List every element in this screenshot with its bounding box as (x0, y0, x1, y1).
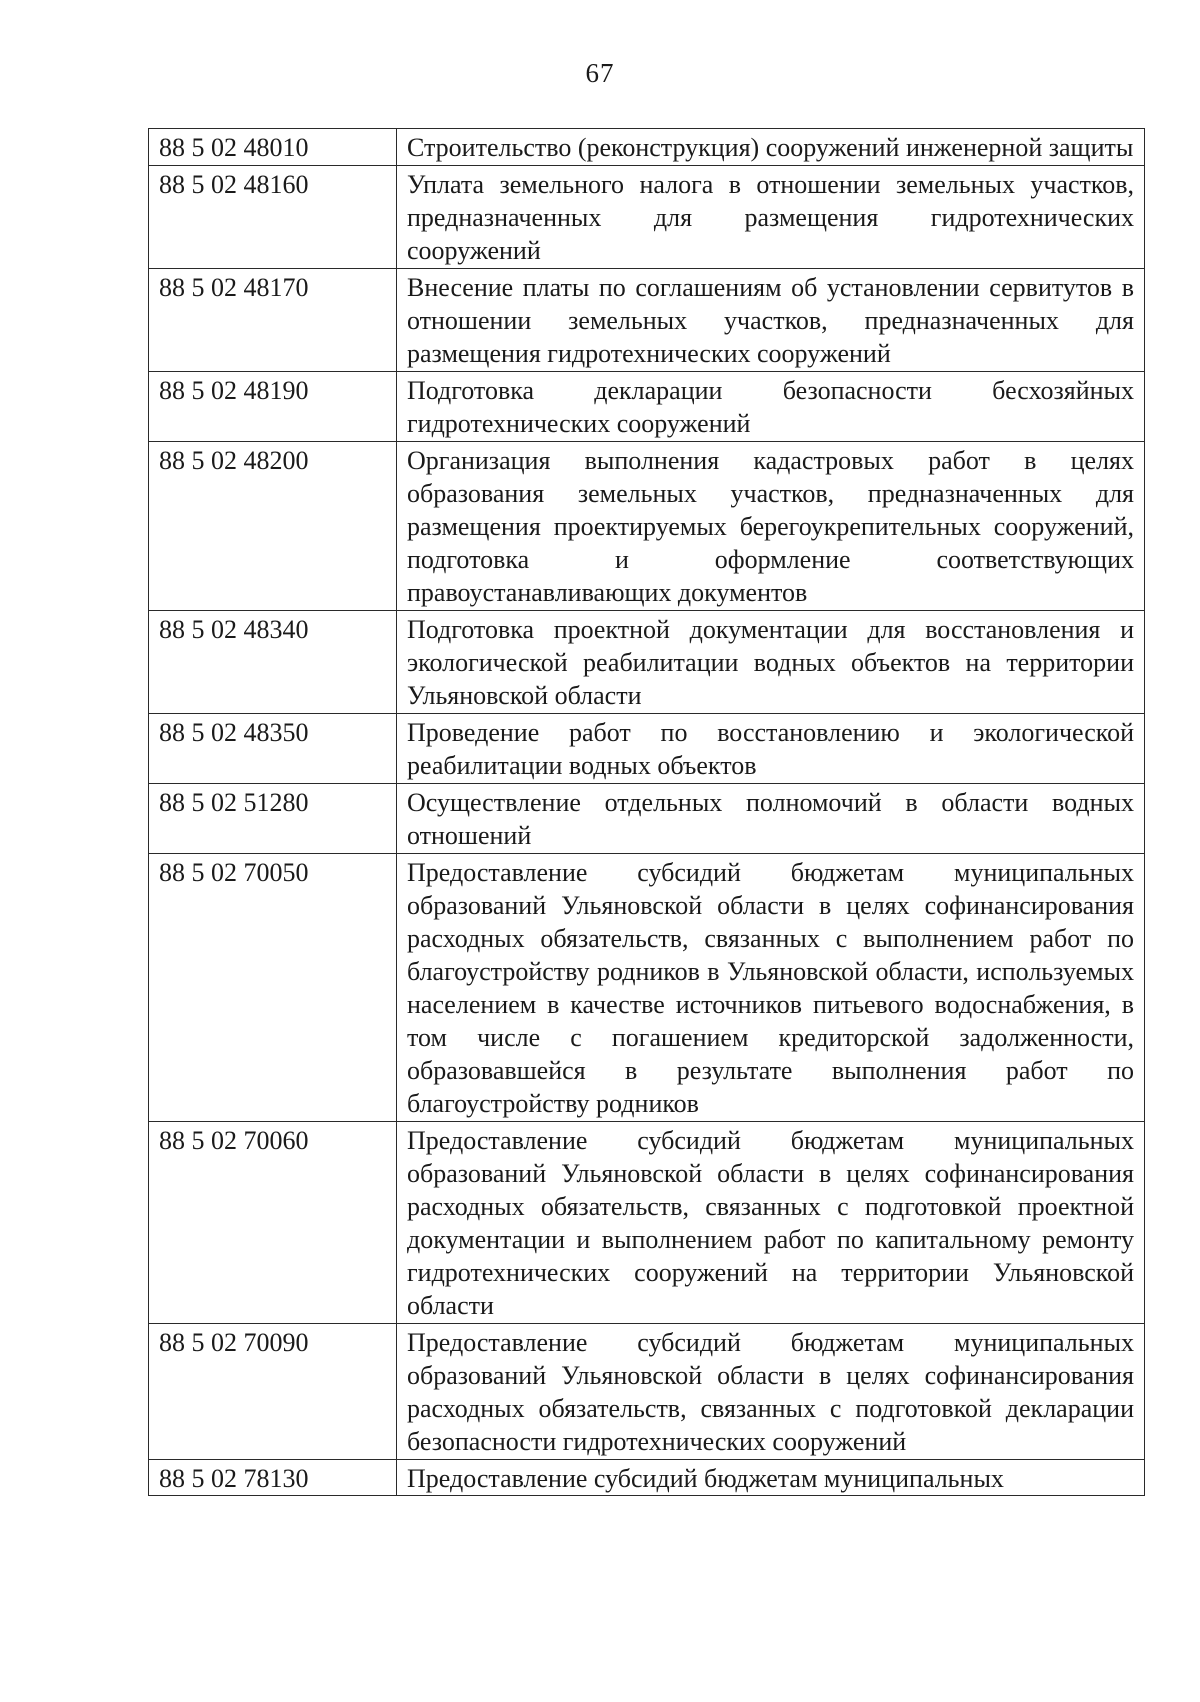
page-number: 67 (585, 58, 615, 88)
budget-codes-table (148, 128, 1145, 1496)
table-row (149, 442, 1145, 611)
row-code: 88 5 02 48170 (149, 269, 397, 372)
row-description: Строительство (реконструкция) сооружений инженерной защиты (397, 129, 1145, 166)
table-row (149, 1324, 1145, 1460)
table-row (149, 269, 1145, 372)
row-description: Предоставление субсидий бюджетам муниципальных образований Ульяновской области в целях софинансирования расходных обязательств, связанных с подготовкой декларации безопасности гидротехнических сооружений (397, 1324, 1145, 1460)
row-code: 88 5 02 48350 (149, 714, 397, 784)
row-code: 88 5 02 70060 (149, 1122, 397, 1324)
table-row (149, 854, 1145, 1122)
table-row (149, 372, 1145, 442)
row-description: Внесение платы по соглашениям об установлении сервитутов в отношении земельных участков, предназначенных для размещения гидротехнических сооружений (397, 269, 1145, 372)
table-row (149, 714, 1145, 784)
row-code: 88 5 02 51280 (149, 784, 397, 854)
table-row (149, 611, 1145, 714)
row-code: 88 5 02 70050 (149, 854, 397, 1122)
row-description: Подготовка декларации безопасности бесхозяйных гидротехнических сооружений (397, 372, 1145, 442)
row-description: Предоставление субсидий бюджетам муниципальных (397, 1460, 1145, 1496)
row-description: Осуществление отдельных полномочий в области водных отношений (397, 784, 1145, 854)
row-code: 88 5 02 48010 (149, 129, 397, 166)
table-row (149, 1460, 1145, 1496)
table-row (149, 129, 1145, 166)
table-row (149, 784, 1145, 854)
row-code: 88 5 02 48160 (149, 166, 397, 269)
row-code: 88 5 02 48340 (149, 611, 397, 714)
table-row (149, 166, 1145, 269)
row-description: Предоставление субсидий бюджетам муниципальных образований Ульяновской области в целях софинансирования расходных обязательств, связанных с выполнением работ по благоустройству родников в Ульяновской области, используемых населением в качестве источников питьевого водоснабжения, в том числе с погашением кредиторской задолженности, образовавшейся в результате выполнения работ по благоустройству родников (397, 854, 1145, 1122)
row-code: 88 5 02 48190 (149, 372, 397, 442)
row-description: Подготовка проектной документации для восстановления и экологической реабилитации водных объектов на территории Ульяновской области (397, 611, 1145, 714)
row-description: Предоставление субсидий бюджетам муниципальных образований Ульяновской области в целях софинансирования расходных обязательств, связанных с подготовкой проектной документации и выполнением работ по капитальному ремонту гидротехнических сооружений на территории Ульяновской области (397, 1122, 1145, 1324)
row-code: 88 5 02 70090 (149, 1324, 397, 1460)
table-row (149, 1122, 1145, 1324)
row-description: Организация выполнения кадастровых работ в целях образования земельных участков, предназначенных для размещения проектируемых берегоукрепительных сооружений, подготовка и оформление соответствующих правоустанавливающих документов (397, 442, 1145, 611)
row-description: Проведение работ по восстановлению и экологической реабилитации водных объектов (397, 714, 1145, 784)
row-code: 88 5 02 78130 (149, 1460, 397, 1496)
row-code: 88 5 02 48200 (149, 442, 397, 611)
row-description: Уплата земельного налога в отношении земельных участков, предназначенных для размещения гидротехнических сооружений (397, 166, 1145, 269)
